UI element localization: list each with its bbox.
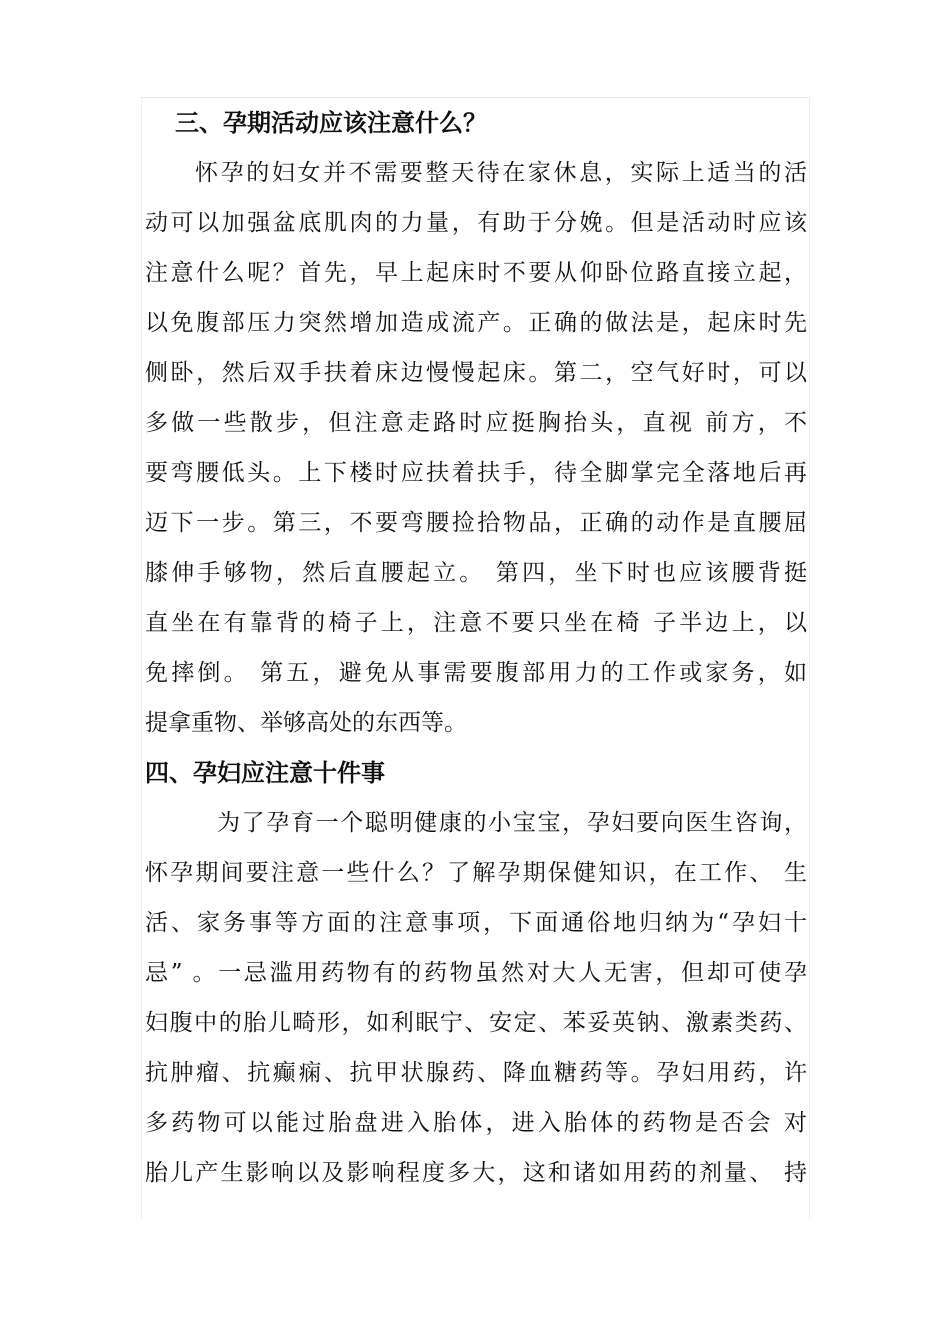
paragraph-line: 免摔倒。 第五，避免从事需要腹部用力的工作或家务，如 <box>145 660 807 686</box>
paragraph-line: 忌” 。一忌滥用药物有的药物虽然对大人无害，但却可使孕 <box>145 960 807 986</box>
paragraph-line: 提拿重物、举够高处的东西等。 <box>145 710 467 736</box>
paragraph-line: 直坐在有靠背的椅子上，注意不要只坐在椅 子半边上，以 <box>145 610 807 636</box>
section-4-heading: 四、孕妇应注意十件事 <box>145 759 385 787</box>
paragraph-line: 为了孕育一个聪明健康的小宝宝，孕妇要向医生咨询， <box>217 810 807 836</box>
paragraph-line: 迈下一步。第三，不要弯腰捡拾物品，正确的动作是直腰屈 <box>145 510 807 536</box>
paragraph-line: 侧卧，然后双手扶着床边慢慢起床。第二，空气好时，可以 <box>145 360 807 386</box>
paragraph-line: 怀孕的妇女并不需要整天待在家休息，实际上适当的活 <box>195 160 807 186</box>
paragraph-line: 多做一些散步，但注意走路时应挺胸抬头，直视 前方，不 <box>145 410 807 436</box>
section-4-paragraph <box>145 798 807 1198</box>
paragraph-line: 多药物可以能过胎盘进入胎体，进入胎体的药物是否会 对 <box>145 1110 807 1136</box>
section-3-paragraph <box>145 148 807 748</box>
section-3-heading: 三、孕期活动应该注意什么？ <box>175 109 487 137</box>
paragraph-line: 动可以加强盆底肌肉的力量，有助于分娩。但是活动时应该 <box>145 210 807 236</box>
paragraph-line: 要弯腰低头。上下楼时应扶着扶手，待全脚掌完全落地后再 <box>145 460 807 486</box>
paragraph-line: 妇腹中的胎儿畸形，如利眠宁、安定、苯妥英钠、激素类药、 <box>145 1010 807 1036</box>
paragraph-line: 抗肿瘤、抗癫痫、抗甲状腺药、降血糖药等。孕妇用药，许 <box>145 1060 807 1086</box>
document-body <box>145 98 807 1198</box>
paragraph-line: 以免腹部压力突然增加造成流产。正确的做法是，起床时先 <box>145 310 807 336</box>
paragraph-line: 胎儿产生影响以及影响程度多大，这和诸如用药的剂量、 持 <box>145 1160 807 1186</box>
paragraph-line: 活、家务事等方面的注意事项，下面通俗地归纳为“孕妇十 <box>145 910 807 936</box>
paragraph-line: 膝伸手够物，然后直腰起立。 第四，坐下时也应该腰背挺 <box>145 560 807 586</box>
paragraph-line: 怀孕期间要注意一些什么？了解孕期保健知识，在工作、 生 <box>145 860 807 886</box>
paragraph-line: 注意什么呢？首先，早上起床时不要从仰卧位路直接立起， <box>145 260 807 286</box>
